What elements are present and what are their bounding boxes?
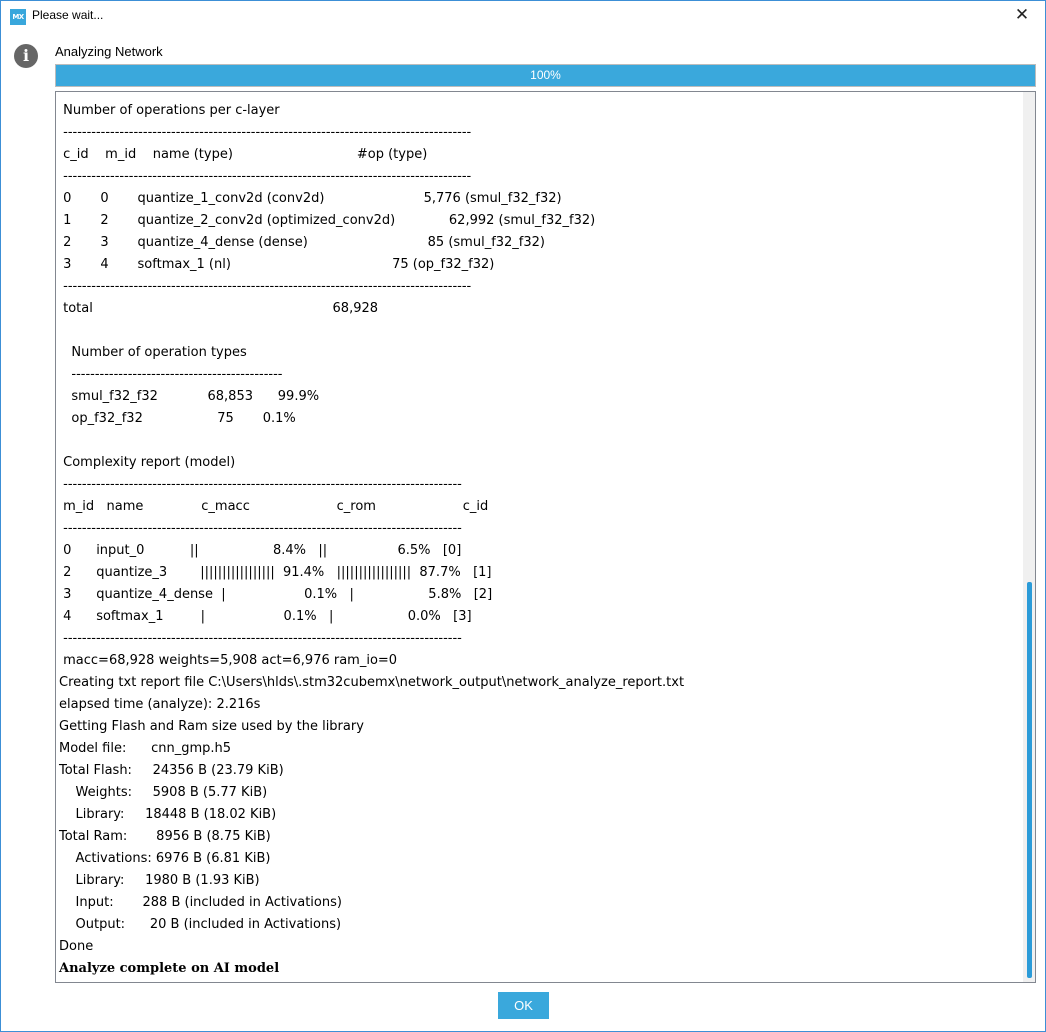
log-line: Number of operations per c-layer	[59, 103, 280, 118]
log-line: Getting Flash and Ram size used by the library	[59, 719, 364, 734]
progress-text: 100%	[530, 68, 561, 82]
log-line: -------------------------------------------------------------------------------------	[59, 521, 462, 536]
log-line: ---------------------------------------------------------------------------------------	[59, 125, 472, 140]
vertical-scrollbar[interactable]	[1023, 92, 1035, 982]
log-line	[59, 320, 1021, 342]
log-line: Output: 20 B (included in Activations)	[59, 917, 342, 932]
window-title: Please wait...	[32, 8, 104, 22]
log-line: 2 quantize_3 ||||||||||||||||| 91.4% ||||||||||||||||| 87.7% [1]	[59, 565, 492, 580]
log-line: 0 0 quantize_1_conv2d (conv2d) 5,776 (smul_f32_f32)	[59, 191, 562, 206]
log-line: Activations: 6976 B (6.81 KiB)	[59, 851, 271, 866]
log-line: Creating txt report file C:\Users\hlds\.stm32cubemx\network_output\network_analyze_report.txt	[59, 675, 685, 690]
status-label: Analyzing Network	[55, 44, 163, 59]
log-line: -------------------------------------------------------------------------------------	[59, 631, 462, 646]
log-line: op_f32_f32 75 0.1%	[59, 411, 296, 426]
log-line: smul_f32_f32 68,853 99.9%	[59, 389, 320, 404]
log-line: Library: 18448 B (18.02 KiB)	[59, 807, 277, 822]
log-line: 0 input_0 || 8.4% || 6.5% [0]	[59, 543, 462, 558]
scrollbar-thumb[interactable]	[1027, 582, 1032, 978]
info-icon: i	[14, 44, 38, 68]
log-line: total 68,928	[59, 301, 379, 316]
log-line: ---------------------------------------------------------------------------------------	[59, 279, 472, 294]
progress-bar	[55, 64, 1036, 87]
log-line: 3 quantize_4_dense | 0.1% | 5.8% [2]	[59, 587, 493, 602]
log-line: 2 3 quantize_4_dense (dense) 85 (smul_f32_f32)	[59, 235, 546, 250]
close-button[interactable]: ✕	[1014, 5, 1030, 25]
log-line	[59, 430, 1021, 452]
log-line: 4 softmax_1 | 0.1% | 0.0% [3]	[59, 609, 472, 624]
log-line: Total Ram: 8956 B (8.75 KiB)	[59, 829, 271, 844]
log-line: Done	[59, 939, 94, 954]
log-line: c_id m_id name (type) #op (type)	[59, 147, 428, 162]
log-line: Number of operation types	[59, 345, 247, 360]
log-output[interactable]	[55, 91, 1036, 983]
log-line: Weights: 5908 B (5.77 KiB)	[59, 785, 268, 800]
log-line: ---------------------------------------------------------------------------------------	[59, 169, 472, 184]
log-line: Library: 1980 B (1.93 KiB)	[59, 873, 260, 888]
log-line: -------------------------------------------------------------------------------------	[59, 477, 462, 492]
log-line: 1 2 quantize_2_conv2d (optimized_conv2d) 62,992 (smul_f32_f32)	[59, 213, 596, 228]
log-final-message: Analyze complete on AI model	[59, 961, 280, 976]
log-line: m_id name c_macc c_rom c_id	[59, 499, 489, 514]
title-bar	[1, 1, 1045, 31]
app-logo-icon: MX	[10, 9, 26, 25]
log-content	[59, 100, 1021, 980]
log-line: Total Flash: 24356 B (23.79 KiB)	[59, 763, 284, 778]
log-line: Input: 288 B (included in Activations)	[59, 895, 342, 910]
log-line: 3 4 softmax_1 (nl) 75 (op_f32_f32)	[59, 257, 495, 272]
log-line: Complexity report (model)	[59, 455, 236, 470]
log-line: macc=68,928 weights=5,908 act=6,976 ram_io=0	[59, 653, 398, 668]
log-line: ---------------------------------------------	[59, 367, 283, 382]
log-line: elapsed time (analyze): 2.216s	[59, 697, 261, 712]
ok-button[interactable]: OK	[498, 992, 549, 1019]
log-line: Model file: cnn_gmp.h5	[59, 741, 232, 756]
